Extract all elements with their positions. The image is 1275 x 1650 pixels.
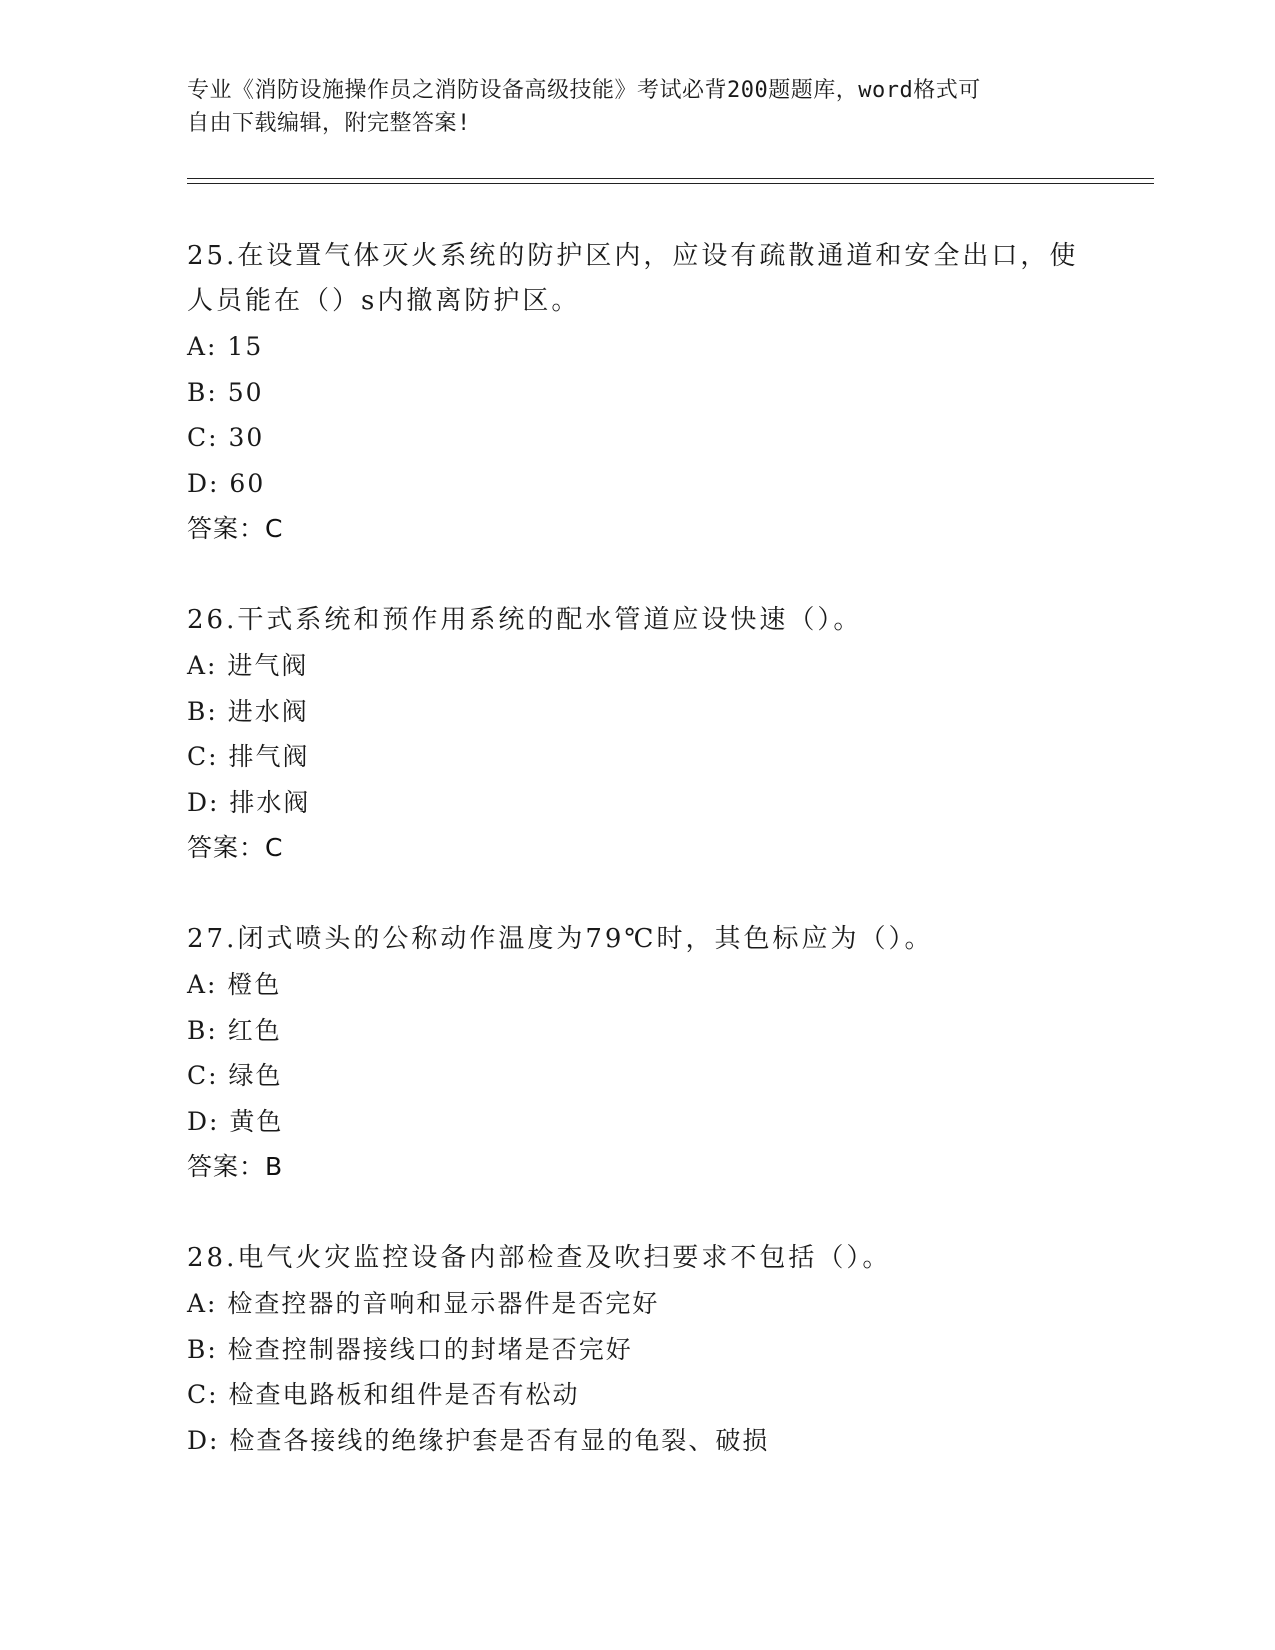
option-d: D: 黄色 [187, 1106, 284, 1136]
header-line-1: 专业《消防设施操作员之消防设备高级技能》考试必背200题题库，word格式可 [187, 78, 981, 103]
option-c: C: 绿色 [187, 1061, 283, 1090]
option-b: B: 进水阀 [187, 696, 309, 726]
option-a: A: 进气阀 [187, 651, 309, 680]
option-d: D: 60 [187, 468, 266, 498]
answer: 答案：C [187, 833, 284, 862]
option-a: A: 橙色 [187, 970, 282, 999]
header-line-2: 自由下载编辑，附完整答案! [187, 111, 471, 136]
answer: 答案：C [187, 514, 284, 543]
option-c: C: 排气阀 [187, 742, 310, 771]
question-26 [187, 598, 1087, 870]
option-d: D: 排水阀 [187, 787, 311, 817]
option-a: A: 15 [187, 332, 264, 361]
document-header [187, 74, 1067, 140]
option-a: A: 检查控器的音响和显示器件是否完好 [187, 1289, 660, 1318]
option-b: B: 检查控制器接线口的封堵是否完好 [187, 1334, 633, 1364]
question-28 [187, 1236, 1087, 1463]
question-stem: 28.电气火灾监控设备内部检查及吹扫要求不包括（）。 [187, 1243, 892, 1273]
question-stem: 27.闭式喷头的公称动作温度为79℃时，其色标应为（）。 [187, 924, 934, 954]
header-divider-bottom [187, 183, 1154, 184]
question-25 [187, 234, 1087, 551]
question-stem: 26.干式系统和预作用系统的配水管道应设快速（）。 [187, 605, 863, 635]
option-c: C: 检查电路板和组件是否有松动 [187, 1380, 580, 1409]
option-c: C: 30 [187, 423, 265, 452]
question-27 [187, 917, 1087, 1189]
option-d: D: 检查各接线的绝缘护套是否有显的龟裂、破损 [187, 1425, 770, 1455]
question-stem: 25.在设置气体灭火系统的防护区内，应设有疏散通道和安全出口，使 [187, 241, 1079, 271]
option-b: B: 50 [187, 377, 264, 407]
answer: 答案：B [187, 1152, 284, 1181]
header-divider-top [187, 178, 1154, 179]
option-b: B: 红色 [187, 1015, 282, 1045]
question-stem-continued: 人员能在（）s内撤离防护区。 [187, 286, 581, 316]
